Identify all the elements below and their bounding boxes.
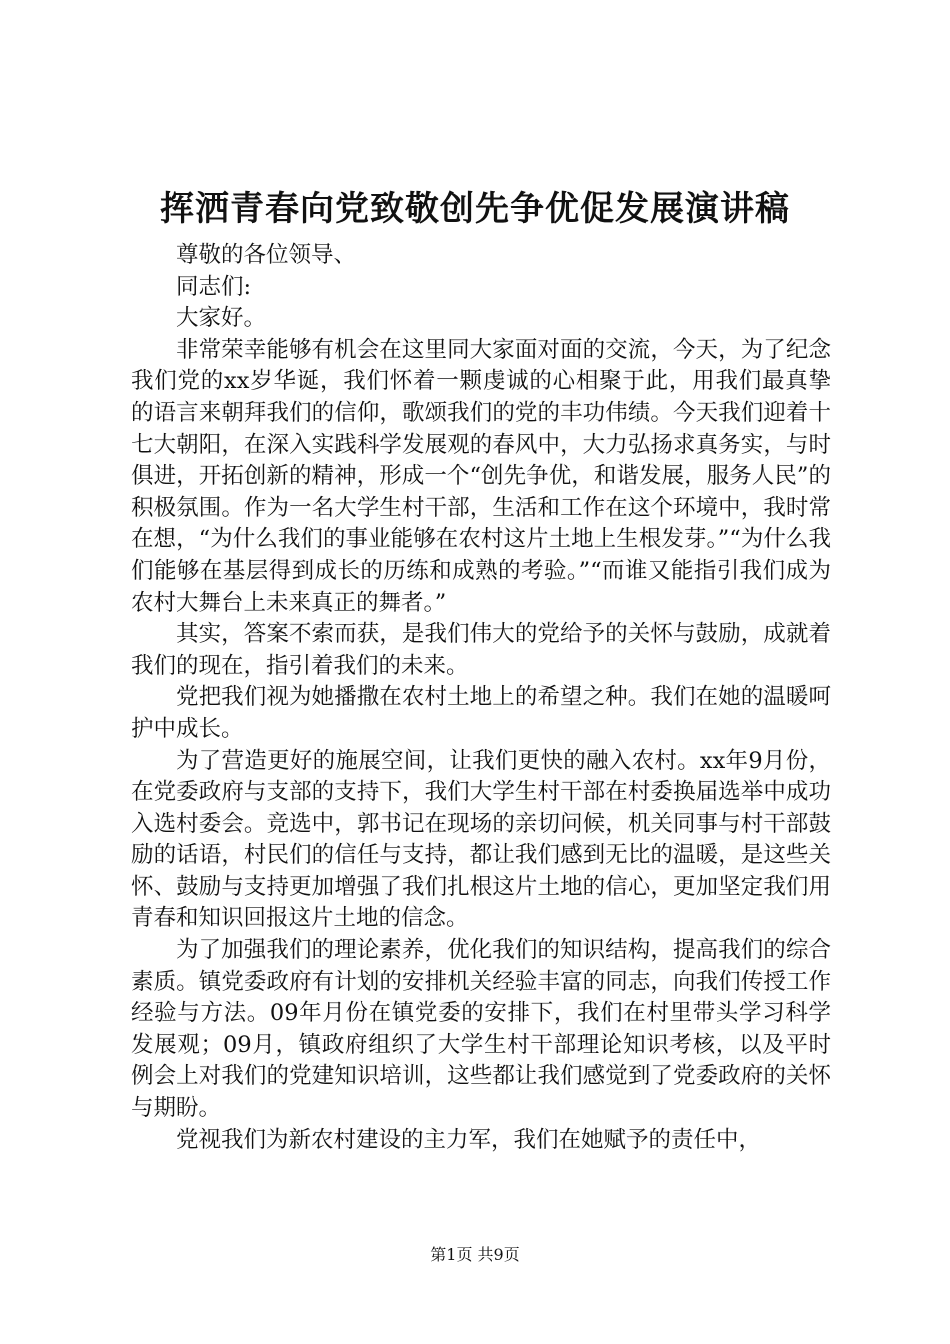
salutation-line: 尊敬的各位领导、 <box>176 242 357 268</box>
greeting-line: 大家好。 <box>176 305 267 332</box>
document-body <box>131 240 831 1156</box>
body-paragraph: 非常荣幸能够有机会在这里同大家面对面的交流，今天，为了纪念我们党的xx岁华诞，我们怀着一颗虔诚的心相聚于此，用我们最真挚的语言来朝拜我们的信仰，歌颂我们的党的丰功伟绩。今天我们迎着十七大朝阳，在深入实践科学发展观的春风中，大力弘扬求真务实，与时俱进，开拓创新的精神，形成一个“创先争优，和谐发展，服务人民”的积极氛围。作为一名大学生村干部，生活和工作在这个环境中，我时常在想，“为什么我们的事业能够在农村这片土地上生根发芽。”“为什么我们能够在基层得到成长的历练和成熟的考验。”“而谁又能指引我们成为农村大舞台上未来真正的舞者。” <box>131 336 831 616</box>
body-paragraph: 党视我们为新农村建设的主力军，我们在她赋予的责任中， <box>176 1126 762 1153</box>
page-number-footer: 第1页 共9页 <box>430 1245 520 1264</box>
salutation-line: 同志们: <box>176 273 252 300</box>
body-paragraph: 党把我们视为她播撒在农村土地上的希望之种。我们在她的温暖呵护中成长。 <box>131 684 831 742</box>
body-paragraph: 其实，答案不索而获，是我们伟大的党给予的关怀与鼓励，成就着我们的现在，指引着我们的未来。 <box>131 621 831 679</box>
body-paragraph: 为了加强我们的理论素养，优化我们的知识结构，提高我们的综合素质。镇党委政府有计划的安排机关经验丰富的同志，向我们传授工作经验与方法。09年月份在镇党委的安排下，我们在村里带头学习科学发展观；09月，镇政府组织了大学生村干部理论知识考核，以及平时例会上对我们的党建知识培训，这些都让我们感觉到了党委政府的关怀与期盼。 <box>131 937 831 1122</box>
document-title: 挥洒青春向党致敬创先争优促发展演讲稿 <box>160 189 790 229</box>
body-paragraph: 为了营造更好的施展空间，让我们更快的融入农村。xx年9月份，在党委政府与支部的支持下，我们大学生村干部在村委换届选举中成功入选村委会。竞选中，郭书记在现场的亲切问候，机关同事与村干部鼓励的话语，村民们的信任与支持，都让我们感到无比的温暖，是这些关怀、鼓励与支持更加增强了我们扎根这片土地的信心，更加坚定我们用青春和知识回报这片土地的信念。 <box>131 747 831 932</box>
